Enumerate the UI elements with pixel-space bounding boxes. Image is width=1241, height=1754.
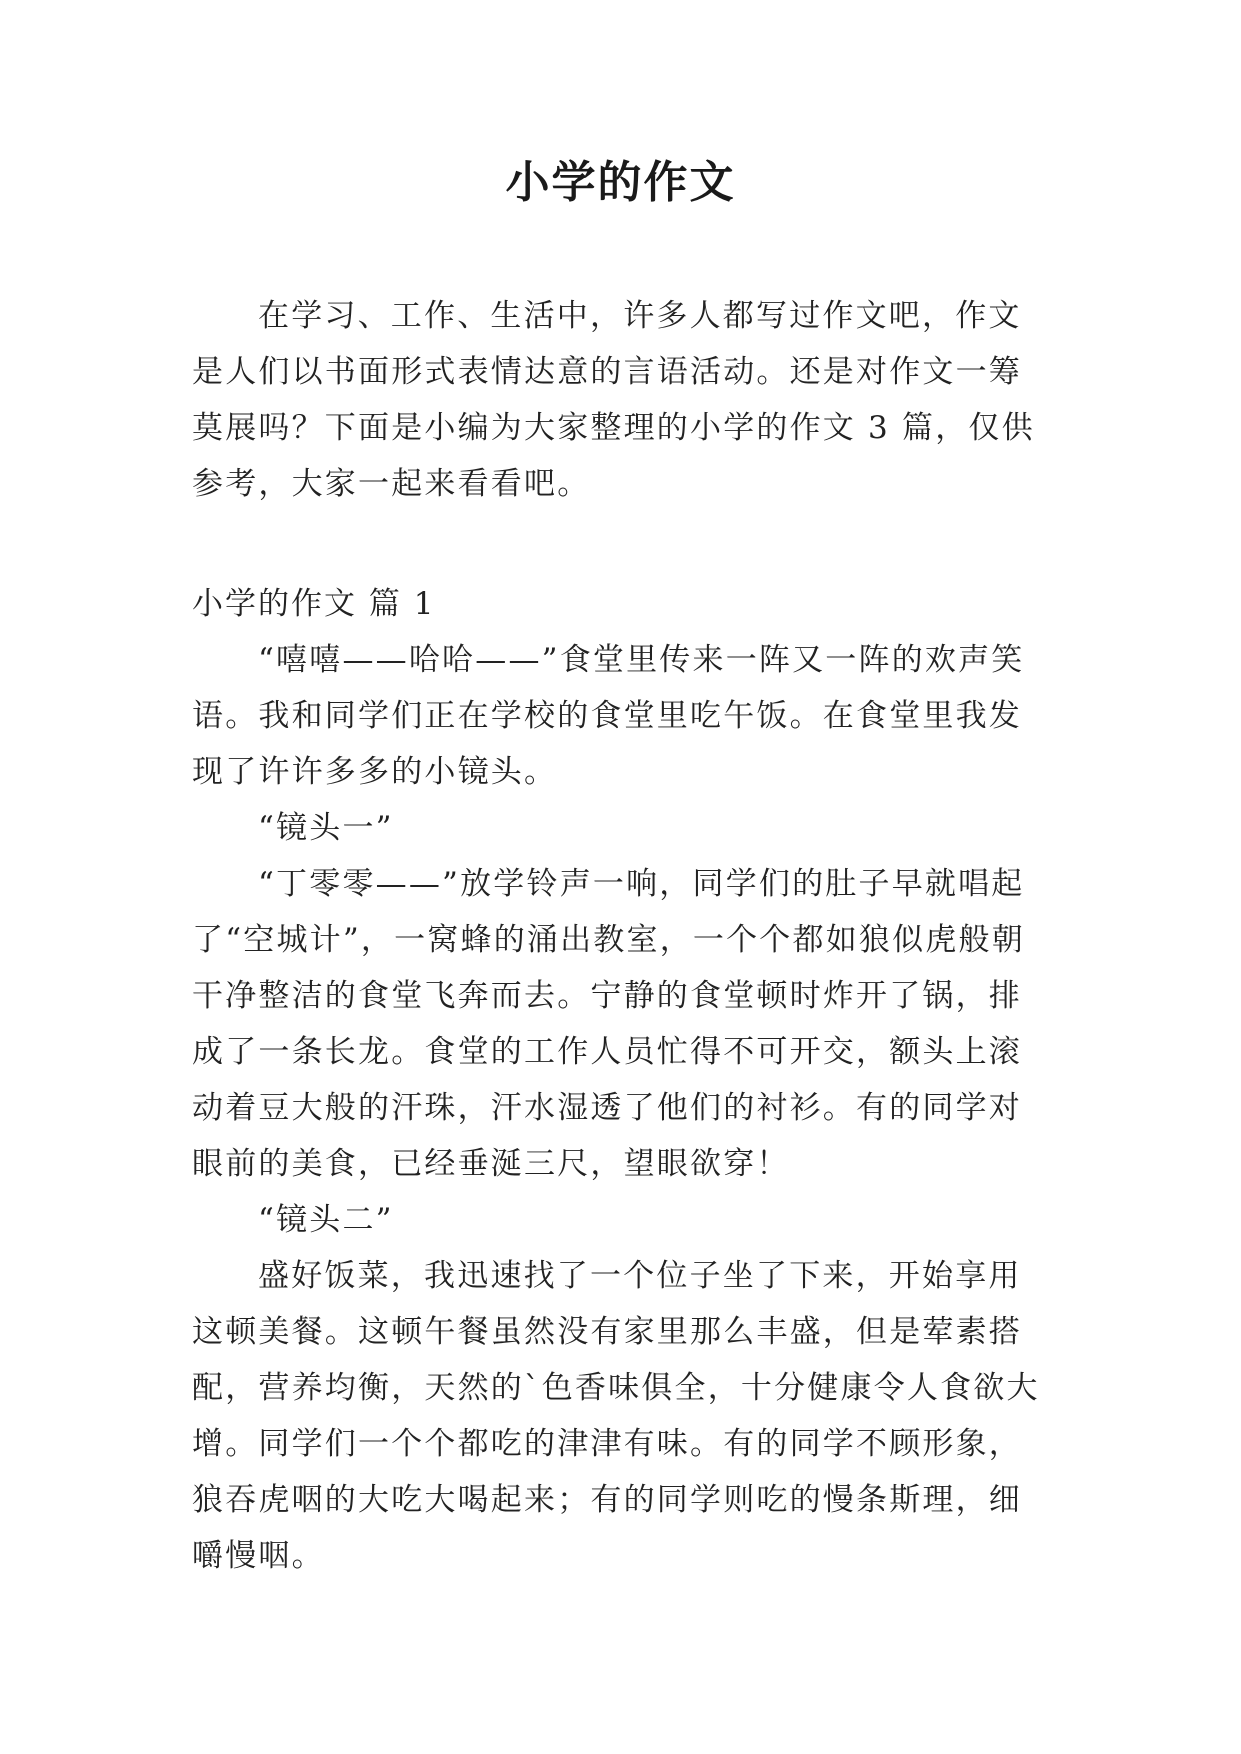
section-paragraph: “镜头二” [258,1202,394,1238]
section-paragraph: “镜头一” [258,810,394,846]
intro-paragraph: 在学习、工作、生活中，许多人都写过作文吧，作文是人们以书面形式表情达意的言语活动。还是对作文一筹莫展吗？下面是小编为大家整理的小学的作文 3 篇，仅供参考，大家一起来看看吧。 [192,298,1035,502]
document-title: 小学的作文 [505,157,736,208]
section-body [192,632,1052,1584]
section-paragraph: “丁零零——”放学铃声一响，同学们的肚子早就唱起了“空城计”，一窝蜂的涌出教室，一个个都如狼似虎般朝干净整洁的食堂飞奔而去。宁静的食堂顿时炸开了锅，排成了一条长龙。食堂的工作人员忙得不可开交，额头上滚动着豆大般的汗珠，汗水湿透了他们的衬衫。有的同学对眼前的美食，已经垂涎三尺，望眼欲穿！ [192,866,1025,1182]
section-paragraph: 盛好饭菜，我迅速找了一个位子坐了下来，开始享用这顿美餐。这顿午餐虽然没有家里那么丰盛，但是荤素搭配，营养均衡，天然的`色香味俱全，十分健康令人食欲大增。同学们一个个都吃的津津有味。有的同学不顾形象，狼吞虎咽的大吃大喝起来；有的同学则吃的慢条斯理，细嚼慢咽。 [192,1258,1040,1574]
section-heading: 小学的作文 篇 1 [192,586,436,622]
section-paragraph: “嘻嘻——哈哈——”食堂里传来一阵又一阵的欢声笑语。我和同学们正在学校的食堂里吃午饭。在食堂里我发现了许许多多的小镜头。 [192,642,1025,790]
